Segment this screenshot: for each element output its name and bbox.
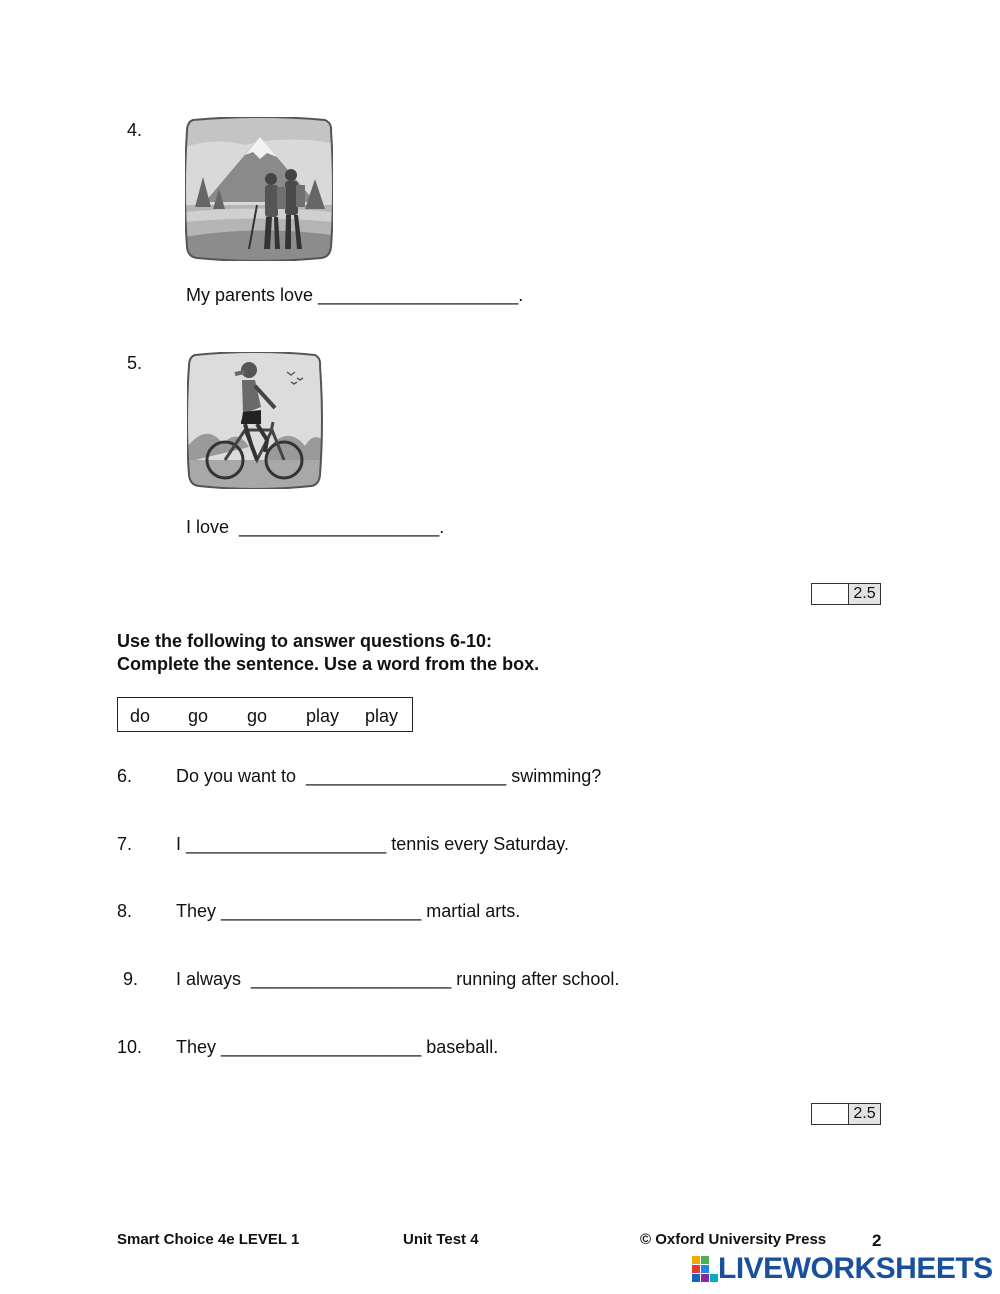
question-6-number: 6.: [117, 766, 133, 786]
question-4-number: 4.: [127, 120, 143, 140]
word-box-item: go: [247, 706, 268, 726]
word-box-item: play: [365, 706, 399, 726]
word-box-item: do: [130, 706, 151, 726]
footer-copyright: © Oxford University Press: [640, 1231, 827, 1248]
question-6-text: Do you want to ____________________ swimming?: [176, 766, 602, 786]
question-5-sentence: I love ____________________.: [186, 517, 445, 537]
score-box-value: 2.5: [849, 584, 880, 604]
liveworksheets-logo: [692, 1252, 993, 1286]
score-box-1: [811, 583, 881, 605]
cyclist-picture: [187, 352, 323, 489]
liveworksheets-grid-icon: [692, 1256, 718, 1282]
footer-page-number: 2: [872, 1231, 882, 1250]
question-9-text: I always ____________________ running after school.: [176, 969, 620, 989]
question-10-number: 10.: [117, 1037, 143, 1057]
instructions-line-1: Use the following to answer questions 6-10:: [117, 631, 493, 651]
score-box-blank[interactable]: [812, 1104, 849, 1124]
hikers-mountain-picture: [185, 117, 333, 261]
word-box-item: play: [306, 706, 340, 726]
score-box-value: 2.5: [849, 1104, 880, 1124]
footer-book-title: Smart Choice 4e LEVEL 1: [117, 1231, 300, 1248]
score-box-blank[interactable]: [812, 584, 849, 604]
question-7-text: I ____________________ tennis every Saturday.: [176, 834, 569, 854]
liveworksheets-wordmark: LIVEWORKSHEETS: [718, 1252, 993, 1285]
question-10-text: They ____________________ baseball.: [176, 1037, 499, 1057]
word-box-item: go: [188, 706, 209, 726]
question-9-number: 9.: [118, 969, 139, 989]
question-7-number: 7.: [117, 834, 133, 854]
word-box: [117, 697, 413, 732]
question-4-sentence: My parents love ____________________.: [186, 285, 524, 305]
question-8-number: 8.: [117, 901, 133, 921]
instructions: [117, 630, 539, 676]
question-5-number: 5.: [127, 353, 143, 373]
instructions-line-2: Complete the sentence. Use a word from the box.: [117, 654, 540, 674]
footer-unit: Unit Test 4: [403, 1231, 479, 1248]
question-8-text: They ____________________ martial arts.: [176, 901, 521, 921]
score-box-2: [811, 1103, 881, 1125]
